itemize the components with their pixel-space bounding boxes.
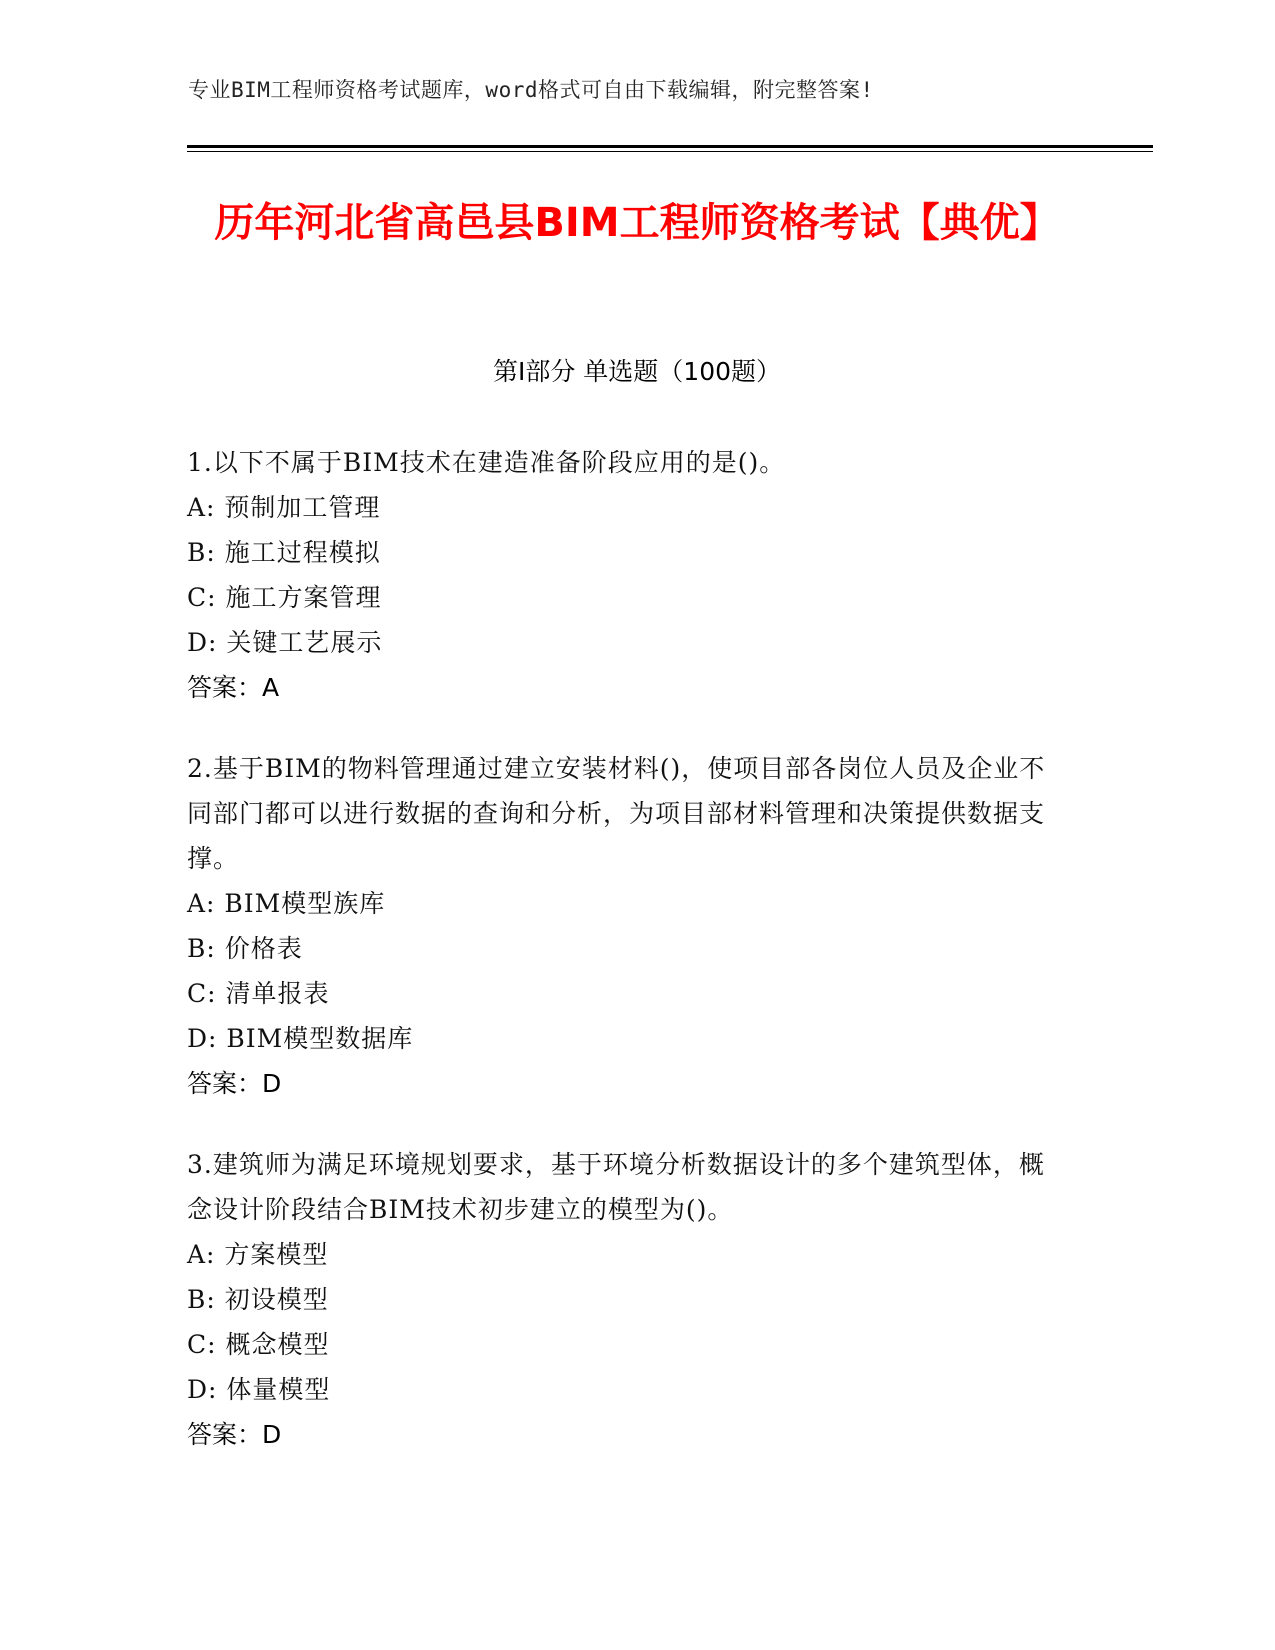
question-3 xyxy=(187,1142,1067,1457)
question-1 xyxy=(187,440,1067,710)
question-list xyxy=(187,440,1067,1493)
header-note: 专业BIM工程师资格考试题库，word格式可自由下载编辑，附完整答案! xyxy=(188,78,874,102)
header-rule-thin xyxy=(187,151,1153,152)
question-stem: 2.基于BIM的物料管理通过建立安装材料()，使项目部各岗位人员及企业不同部门都可以进行数据的查询和分析，为项目部材料管理和决策提供数据支撑。 xyxy=(187,754,1046,873)
option-c: C: 概念模型 xyxy=(187,1330,330,1359)
question-2 xyxy=(187,746,1067,1106)
option-b: B: 初设模型 xyxy=(187,1285,329,1314)
option-c: C: 施工方案管理 xyxy=(187,583,382,612)
option-b: B: 价格表 xyxy=(187,934,303,963)
option-c: C: 清单报表 xyxy=(187,979,330,1008)
option-d: D: 体量模型 xyxy=(187,1375,331,1404)
question-stem: 1.以下不属于BIM技术在建造准备阶段应用的是()。 xyxy=(187,448,786,477)
answer: 答案：D xyxy=(187,1420,282,1449)
option-a: A: 预制加工管理 xyxy=(187,493,381,522)
header-rule-thick xyxy=(187,145,1153,148)
question-stem: 3.建筑师为满足环境规划要求，基于环境分析数据设计的多个建筑型体，概念设计阶段结合BIM技术初步建立的模型为()。 xyxy=(187,1150,1045,1224)
option-b: B: 施工过程模拟 xyxy=(187,538,381,567)
answer: 答案：A xyxy=(187,673,280,702)
answer: 答案：D xyxy=(187,1069,282,1098)
option-d: D: 关键工艺展示 xyxy=(187,628,383,657)
section-title: 第I部分 单选题（100题） xyxy=(492,357,782,386)
document-title: 历年河北省高邑县BIM工程师资格考试【典优】 xyxy=(214,200,1060,246)
option-a: A: BIM模型族库 xyxy=(187,889,386,918)
option-d: D: BIM模型数据库 xyxy=(187,1024,414,1053)
option-a: A: 方案模型 xyxy=(187,1240,329,1269)
